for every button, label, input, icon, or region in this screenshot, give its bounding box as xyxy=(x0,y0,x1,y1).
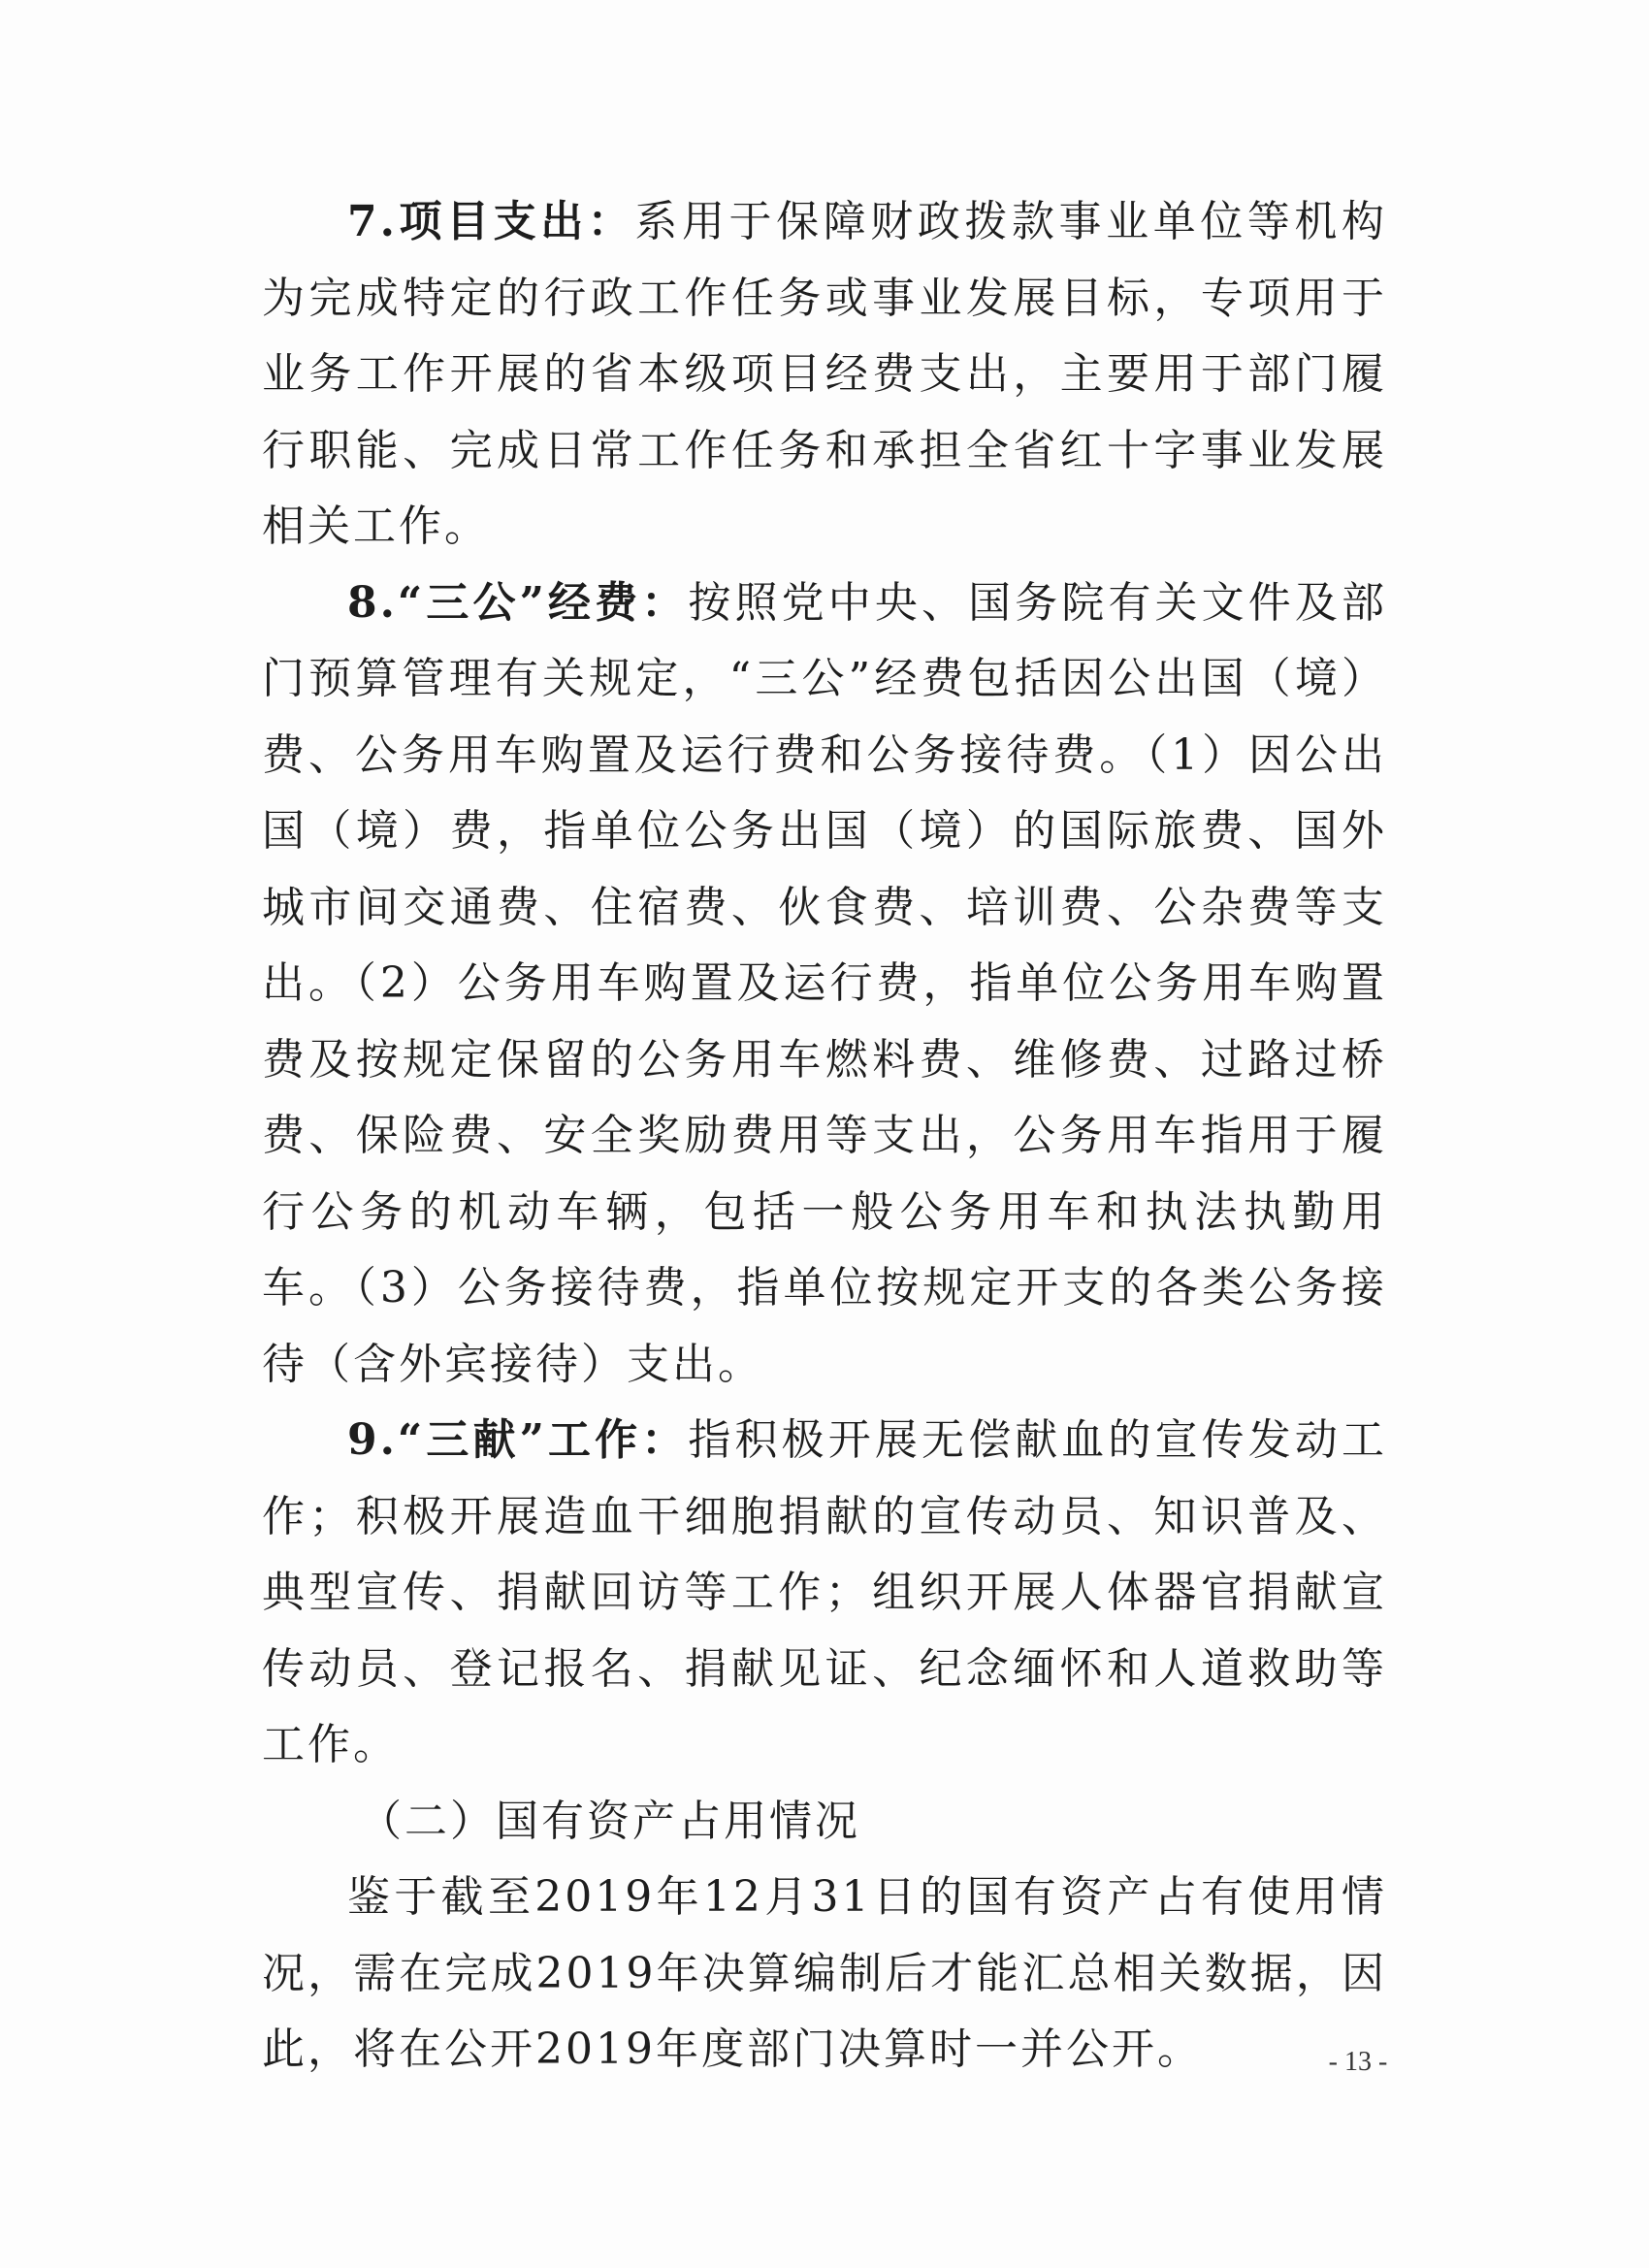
paragraph-state-assets: 鉴于截至2019年12月31日的国有资产占有使用情况，需在完成2019年决算编制后才能汇总相关数据，因此，将在公开2019年度部门决算时一并公开。 xyxy=(262,1872,1387,2074)
paragraph-project-expenditure xyxy=(262,184,1387,566)
section-heading-state-assets: （二）国有资产占用情况 xyxy=(359,1796,860,1846)
term-project-expenditure: 7.项目支出： xyxy=(347,197,635,246)
page-number: - 13 - xyxy=(1328,2047,1388,2077)
document-body xyxy=(262,184,1387,2089)
definition-three-donations: 指积极开展无偿献血的宣传发动工作；积极开展造血干细胞捐献的宣传动员、知识普及、典型宣传、捐献回访等工作；组织开展人体器官捐献宣传动员、登记报名、捐献见证、纪念缅怀和人道救助等工作。 xyxy=(262,1415,1387,1769)
term-three-donations: 9.“三献”工作： xyxy=(347,1415,689,1465)
definition-three-public-expenses: 按照党中央、国务院有关文件及部门预算管理有关规定，“三公”经费包括因公出国（境）费、公务用车购置及运行费和公务接待费。（1）因公出国（境）费，指单位公务出国（境）的国际旅费、国外城市间交通费、住宿费、伙食费、培训费、公杂费等支出。（2）公务用车购置及运行费，指单位公务用车购置费及按规定保留的公务用车燃料费、维修费、过路过桥费、保险费、安全奖励费用等支出，公务用车指用于履行公务的机动车辆，包括一般公务用车和执法执勤用车。（3）公务接待费，指单位按规定开支的各类公务接待（含外宾接待）支出。 xyxy=(262,577,1387,1389)
term-three-public-expenses: 8.“三公”经费： xyxy=(347,577,689,628)
paragraph-three-public-expenses xyxy=(262,566,1387,1404)
paragraph-three-donations xyxy=(262,1403,1387,1784)
definition-project-expenditure: 系用于保障财政拨款事业单位等机构为完成特定的行政工作任务或事业发展目标，专项用于业务工作开展的省本级项目经费支出，主要用于部门履行职能、完成日常工作任务和承担全省红十字事业发展相关工作。 xyxy=(262,197,1388,551)
